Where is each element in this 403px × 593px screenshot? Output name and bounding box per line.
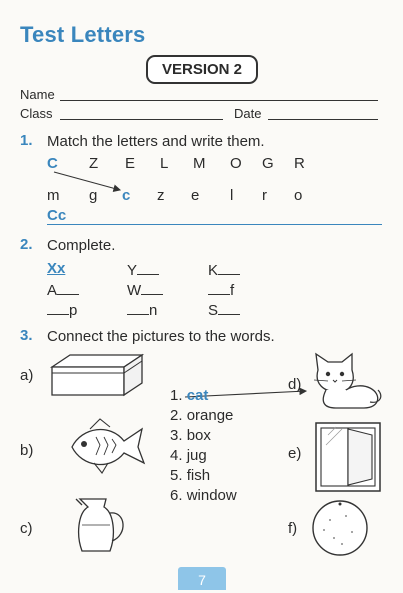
complete-item: Y	[127, 260, 159, 279]
complete-item: W	[127, 280, 163, 299]
task3-number: 3.	[20, 327, 33, 344]
picture-label-f: f)	[288, 520, 298, 537]
word-item: 4. jug	[170, 447, 207, 464]
page-number: 7	[178, 567, 226, 590]
orange-picture[interactable]	[308, 498, 372, 558]
capital-letter: Z	[89, 155, 99, 172]
complete-item: n	[127, 300, 157, 319]
picture-label-a: a)	[20, 367, 34, 384]
task1-instruction: Match the letters and write them.	[47, 133, 265, 150]
complete-item: A	[47, 280, 79, 299]
word-list	[170, 386, 237, 506]
lowercase-letter: e	[191, 187, 200, 204]
fish-picture[interactable]	[66, 417, 146, 475]
word-item: 1. cat	[170, 387, 209, 404]
picture-label-c: c)	[20, 520, 33, 537]
picture-label-e: e)	[288, 445, 302, 462]
task1-number: 1.	[20, 132, 33, 149]
task2-example: Xx	[47, 260, 66, 277]
task3-instruction: Connect the pictures to the words.	[47, 328, 275, 345]
lowercase-letter: o	[294, 187, 303, 204]
capital-letter: C	[47, 155, 58, 172]
task1-example-answer: Cc	[47, 207, 67, 224]
date-label: Date	[234, 106, 262, 121]
version-badge: VERSION 2	[146, 55, 258, 84]
lowercase-letter: c	[122, 187, 131, 204]
lowercase-letter: r	[262, 187, 267, 204]
name-label: Name	[20, 87, 55, 102]
capital-letter: O	[230, 155, 242, 172]
complete-item: K	[208, 260, 240, 279]
task2-number: 2.	[20, 236, 33, 253]
picture-label-d: d)	[288, 376, 302, 393]
word-item: 6. window	[170, 487, 237, 504]
lowercase-letter: z	[157, 187, 165, 204]
capital-letter: M	[193, 155, 206, 172]
lowercase-letter: l	[230, 187, 234, 204]
picture-label-b: b)	[20, 442, 34, 459]
lowercase-letter: g	[89, 187, 98, 204]
jug-picture[interactable]	[70, 495, 132, 555]
box-picture[interactable]	[48, 351, 148, 401]
word-item: 5. fish	[170, 467, 211, 484]
capital-letter: R	[294, 155, 305, 172]
capital-letter: E	[125, 155, 136, 172]
cat-picture[interactable]	[310, 352, 386, 410]
complete-item: S	[208, 300, 240, 319]
class-label: Class	[20, 106, 53, 121]
task1-answer-line[interactable]	[47, 224, 382, 225]
complete-item: p	[47, 300, 77, 319]
lowercase-letter: m	[47, 187, 60, 204]
page-title: Test Letters	[20, 22, 146, 47]
capital-letter: L	[160, 155, 169, 172]
capital-letter: G	[262, 155, 274, 172]
window-picture[interactable]	[314, 421, 384, 493]
complete-item: f	[208, 280, 234, 299]
word-item: 3. box	[170, 427, 211, 444]
task2-instruction: Complete.	[47, 237, 116, 254]
word-item: 2. orange	[170, 407, 234, 424]
